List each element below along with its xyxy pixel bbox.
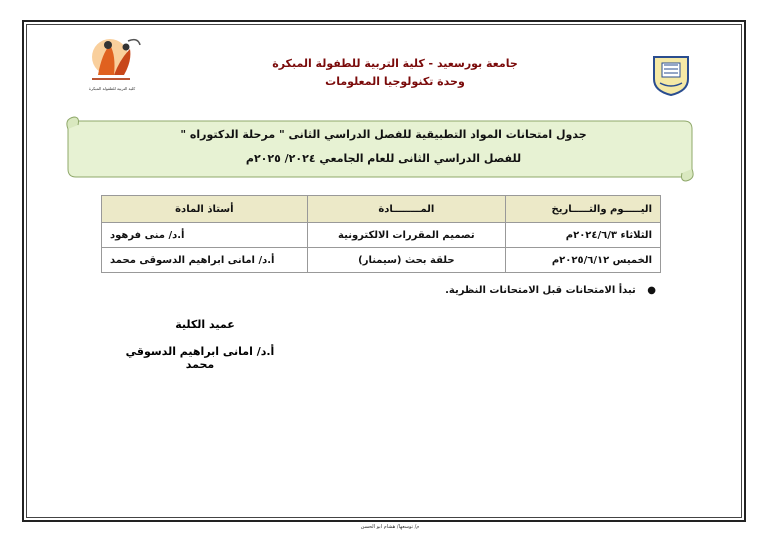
exam-note <box>445 285 656 296</box>
header-professor: أستاذ المادة <box>102 196 308 223</box>
banner-line-2: للفصل الدراسي الثانى للعام الجامعي ٢٠٢٤/ ٢٠٢٥م <box>245 152 522 165</box>
unit-line: وحدة تكنولوجيا المعلومات <box>325 75 465 88</box>
logo-caption: كلية التربية للطفولة المبكرة <box>88 86 136 91</box>
cell-professor: أ.د/ امانى ابراهيم الدسوقى محمد <box>102 248 308 273</box>
banner-text <box>96 123 671 171</box>
footer-credit: م/ توسعها/ هشام ابو الحسن <box>360 524 420 530</box>
table-row <box>102 248 661 273</box>
banner-line-1: جدول امتحانات المواد التطبيقية للفصل الدراسي الثانى " مرحلة الدكتوراه " <box>180 128 587 141</box>
cell-date: الخميس ٢٠٢٥/٦/١٢م <box>506 248 661 273</box>
header-date: اليـــــوم والتـــــاريخ <box>506 196 661 223</box>
bullet-icon: ● <box>647 285 656 296</box>
cell-professor: أ.د/ منى فرهود <box>102 223 308 248</box>
exam-schedule-table <box>101 195 661 273</box>
header-subject: المــــــــادة <box>307 196 505 223</box>
title-banner <box>66 113 694 183</box>
college-logo-icon <box>80 35 144 87</box>
dean-title: عميد الكلية <box>175 318 235 331</box>
cell-subject: تصميم المقررات الالكترونية <box>307 223 505 248</box>
table-row <box>102 223 661 248</box>
cell-date: الثلاثاء ٢٠٢٤/٦/٣م <box>506 223 661 248</box>
header-titles <box>250 55 540 91</box>
university-line: جامعة بورسعيد - كلية التربية للطفولة المبكرة <box>272 57 518 70</box>
table-header-row <box>102 196 661 223</box>
note-text: تبدأ الامتحانات قبل الامتحانات النظرية. <box>445 285 636 296</box>
university-crest-icon <box>650 53 692 97</box>
cell-subject: حلقة بحث (سيمنار) <box>307 248 505 273</box>
dean-name: أ.د/ امانى ابراهيم الدسوقي محمد <box>125 345 275 371</box>
